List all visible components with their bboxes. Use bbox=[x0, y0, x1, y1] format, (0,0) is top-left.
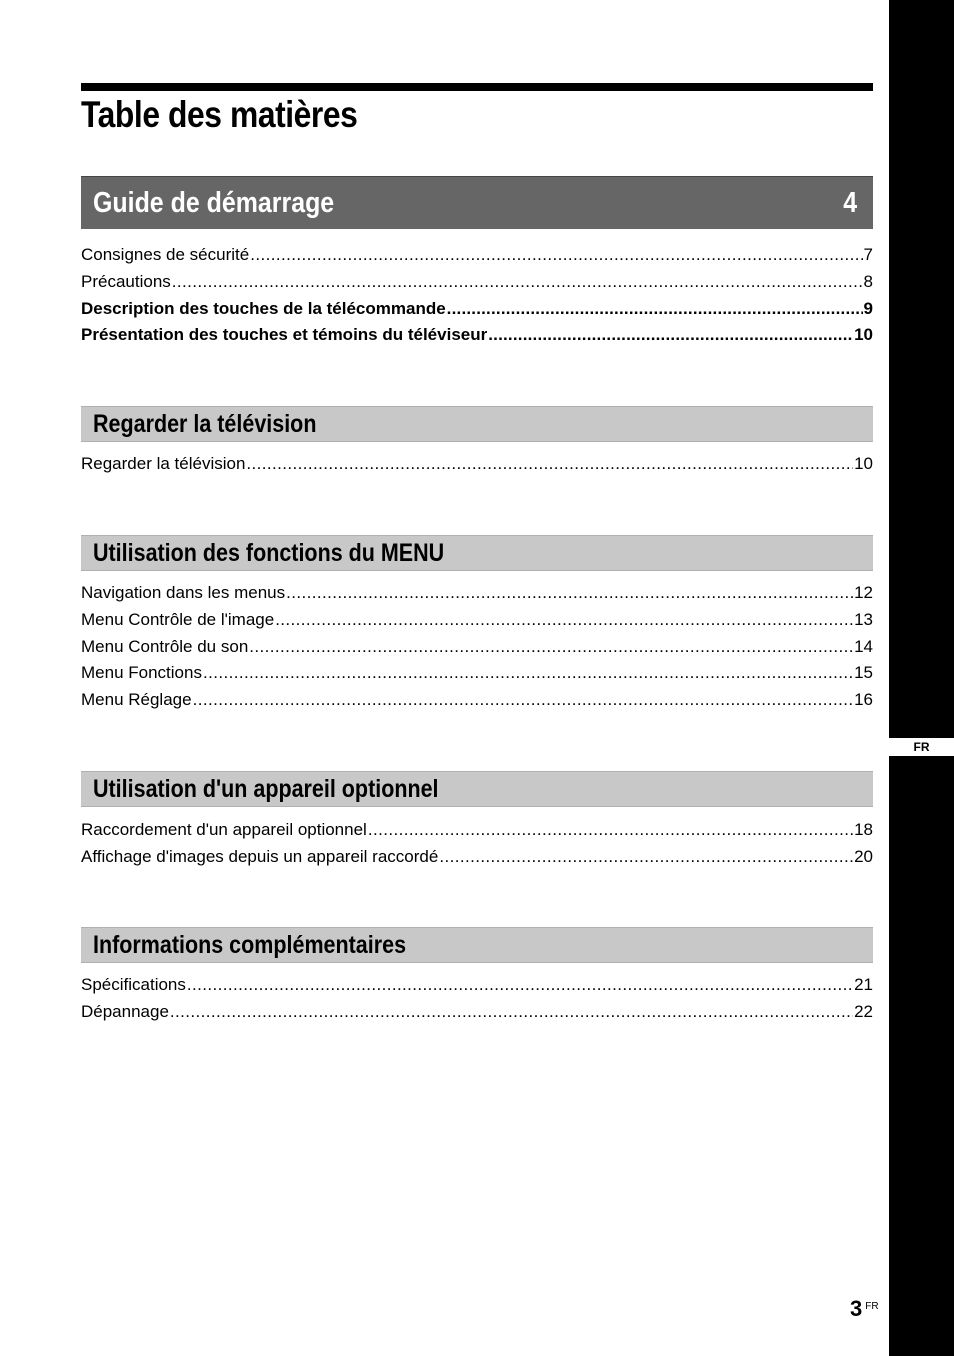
toc-entry-label: Menu Réglage bbox=[81, 690, 192, 710]
toc-entry-label: Présentation des touches et témoins du téléviseur bbox=[81, 325, 488, 345]
toc-entry[interactable] bbox=[81, 820, 873, 847]
toc-list-regarder-la-television bbox=[81, 454, 873, 481]
toc-entry-page: 8 bbox=[863, 271, 873, 291]
dot-leader bbox=[447, 299, 863, 319]
toc-entry[interactable] bbox=[81, 690, 873, 717]
section-header-regarder-la-television[interactable] bbox=[81, 406, 873, 442]
toc-entry[interactable] bbox=[81, 637, 873, 664]
dot-leader bbox=[275, 610, 853, 630]
toc-entry-page: 10 bbox=[854, 454, 873, 473]
section-header-appareil-optionnel[interactable] bbox=[81, 771, 873, 807]
toc-entry[interactable] bbox=[81, 454, 873, 481]
section-header-guide-de-demarrage[interactable] bbox=[81, 176, 873, 229]
toc-list-informations-complementaires bbox=[81, 975, 873, 1029]
page-title: Table des matières bbox=[81, 94, 358, 135]
toc-entry-label: Spécifications bbox=[81, 975, 186, 994]
section-header-informations-complementaires[interactable] bbox=[81, 927, 873, 963]
toc-entry[interactable] bbox=[81, 663, 873, 690]
toc-entry-label: Dépannage bbox=[81, 1001, 169, 1021]
page-footer bbox=[850, 1296, 879, 1322]
dot-leader bbox=[368, 820, 853, 840]
toc-entry[interactable] bbox=[81, 272, 873, 299]
dot-leader bbox=[203, 663, 853, 683]
toc-entry-label: Raccordement d'un appareil optionnel bbox=[81, 820, 367, 839]
toc-entry-page: 13 bbox=[854, 609, 873, 629]
page-number: 3 bbox=[850, 1296, 863, 1321]
section-page-number: 4 bbox=[843, 186, 857, 219]
toc-entry-page: 18 bbox=[854, 820, 873, 839]
dot-leader bbox=[488, 325, 853, 345]
section-title: Regarder la télévision bbox=[93, 409, 317, 438]
toc-entry-page: 7 bbox=[863, 245, 873, 264]
dot-leader bbox=[286, 583, 853, 603]
toc-entry[interactable] bbox=[81, 1002, 873, 1029]
toc-entry[interactable] bbox=[81, 975, 873, 1002]
language-tab: FR bbox=[889, 738, 954, 756]
dot-leader bbox=[250, 245, 862, 265]
toc-entry[interactable] bbox=[81, 583, 873, 610]
toc-entry-label: Navigation dans les menus bbox=[81, 583, 286, 602]
toc-entry[interactable] bbox=[81, 245, 873, 272]
toc-entry-page: 14 bbox=[854, 636, 873, 656]
section-header-utilisation-fonctions-menu[interactable] bbox=[81, 535, 873, 571]
section-title: Utilisation des fonctions du MENU bbox=[93, 538, 445, 567]
toc-entry-page: 21 bbox=[854, 975, 873, 994]
toc-entry-page: 12 bbox=[854, 583, 873, 602]
section-title: Guide de démarrage bbox=[93, 186, 335, 219]
toc-entry-label: Menu Fonctions bbox=[81, 663, 202, 683]
toc-entry-page: 16 bbox=[854, 690, 873, 710]
toc-entry[interactable] bbox=[81, 299, 873, 326]
toc-entry-label: Description des touches de la télécommande bbox=[81, 298, 446, 318]
toc-entry-page: 15 bbox=[854, 663, 873, 683]
title-rule bbox=[81, 83, 873, 91]
dot-leader bbox=[187, 975, 853, 995]
toc-entry-label: Précautions bbox=[81, 271, 171, 291]
section-title: Utilisation d'un appareil optionnel bbox=[93, 774, 439, 803]
section-title: Informations complémentaires bbox=[93, 930, 407, 959]
toc-entry-label: Menu Contrôle du son bbox=[81, 636, 249, 656]
dot-leader bbox=[170, 1002, 853, 1022]
toc-entry-label: Affichage d'images depuis un appareil raccordé bbox=[81, 846, 439, 866]
toc-entry-page: 9 bbox=[863, 298, 873, 318]
toc-list-utilisation-fonctions-menu bbox=[81, 583, 873, 717]
toc-entry-page: 10 bbox=[854, 325, 873, 345]
dot-leader bbox=[172, 272, 863, 292]
dot-leader bbox=[193, 690, 854, 710]
dot-leader bbox=[439, 847, 853, 867]
dot-leader bbox=[246, 454, 853, 474]
side-thumb-bar bbox=[889, 0, 954, 1356]
toc-entry-label: Regarder la télévision bbox=[81, 454, 246, 473]
dot-leader bbox=[249, 637, 853, 657]
page-language-suffix: FR bbox=[865, 1301, 879, 1312]
toc-entry[interactable] bbox=[81, 325, 873, 352]
toc-entry-page: 20 bbox=[854, 846, 873, 866]
toc-entry-label: Menu Contrôle de l'image bbox=[81, 609, 275, 629]
toc-list-guide-de-demarrage bbox=[81, 245, 873, 352]
toc-list-appareil-optionnel bbox=[81, 820, 873, 874]
toc-entry-label: Consignes de sécurité bbox=[81, 245, 250, 264]
toc-entry-page: 22 bbox=[854, 1001, 873, 1021]
toc-entry[interactable] bbox=[81, 847, 873, 874]
toc-entry[interactable] bbox=[81, 610, 873, 637]
